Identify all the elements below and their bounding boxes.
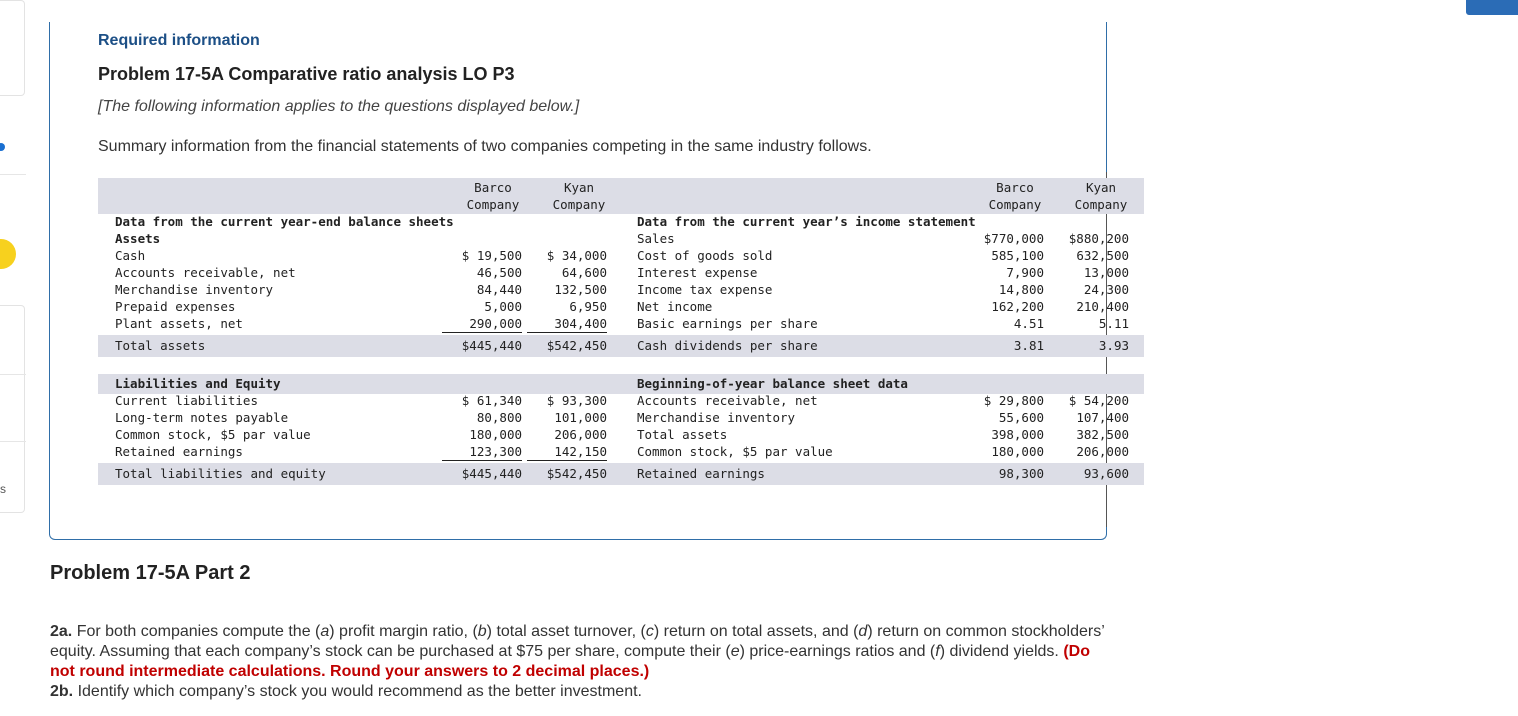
table-cell-kyan: 5.11 bbox=[1098, 316, 1129, 331]
table-total-kyan: $542,450 bbox=[546, 338, 607, 353]
q2a-text: ) dividend yields. bbox=[939, 643, 1064, 660]
table-cell-kyan: 210,400 bbox=[1076, 299, 1129, 314]
col-header-barco: Company bbox=[466, 197, 520, 212]
rail-divider bbox=[0, 374, 26, 375]
table-row-label: Total assets bbox=[637, 427, 728, 442]
table-row-label: Merchandise inventory bbox=[637, 410, 796, 425]
table-cell-kyan: 142,150 bbox=[527, 443, 607, 461]
table-cell-barco: $ 61,340 bbox=[461, 393, 522, 408]
table-cell-barco: 290,000 bbox=[442, 315, 522, 333]
table-cell-barco: 46,500 bbox=[476, 265, 522, 280]
assets-heading: Assets bbox=[115, 231, 161, 246]
table-cell-barco: 55,600 bbox=[998, 410, 1044, 425]
financial-data-table bbox=[98, 178, 1144, 502]
table-cell-kyan: 3.93 bbox=[1098, 338, 1129, 353]
q2a-text: ) profit margin ratio, ( bbox=[329, 623, 478, 640]
col-header-kyan: Company bbox=[1074, 197, 1128, 212]
part2-instructions bbox=[50, 622, 1110, 702]
q2a-text: ) return on common stockholders’ equity. Assuming that each company’s stock can be purchased at $75 per share, compute their ( bbox=[50, 623, 1105, 660]
q2a-letter: d bbox=[858, 623, 868, 640]
q2a-letter: a bbox=[320, 623, 330, 640]
rail-indicator-dot bbox=[0, 143, 5, 151]
table-cell-barco: 84,440 bbox=[476, 282, 522, 297]
table-row-label: Retained earnings bbox=[115, 444, 243, 459]
table-row-label: Prepaid expenses bbox=[115, 299, 236, 314]
col-header-kyan: Kyan bbox=[563, 180, 595, 195]
table-cell-barco: 14,800 bbox=[998, 282, 1044, 297]
table-cell-kyan: 13,000 bbox=[1083, 265, 1129, 280]
table-row-label: Long-term notes payable bbox=[115, 410, 289, 425]
table-row-label: Net income bbox=[637, 299, 713, 314]
q2a-letter: b bbox=[477, 623, 487, 640]
table-row-label: Common stock, $5 par value bbox=[115, 427, 311, 442]
q2a-text: ) return on total assets, and ( bbox=[653, 623, 859, 640]
part2-title: Problem 17-5A Part 2 bbox=[50, 562, 251, 584]
table-cell-barco: 4.51 bbox=[1013, 316, 1044, 331]
table-cell-barco: 162,200 bbox=[991, 299, 1044, 314]
rail-flag-dot[interactable] bbox=[0, 239, 16, 269]
table-total-label: Total assets bbox=[115, 338, 206, 353]
table-cell-barco: 80,800 bbox=[476, 410, 522, 425]
table-cell-barco: 585,100 bbox=[991, 248, 1044, 263]
q2a-text: For both companies compute the ( bbox=[72, 623, 321, 640]
table-cell-barco: 398,000 bbox=[991, 427, 1044, 442]
q2a-label: 2a. bbox=[50, 623, 73, 640]
q2a-letter: f bbox=[935, 643, 940, 660]
beginning-section-title: Beginning-of-year balance sheet data bbox=[637, 376, 908, 391]
col-header-barco: Barco bbox=[996, 180, 1034, 195]
table-cell-kyan: 93,600 bbox=[1083, 466, 1129, 481]
table-cell-kyan: 206,000 bbox=[1076, 444, 1129, 459]
top-right-button[interactable] bbox=[1466, 0, 1518, 15]
col-header-barco: Barco bbox=[474, 180, 512, 195]
table-cell-barco: 7,900 bbox=[1006, 265, 1044, 280]
table-cell-kyan: $880,200 bbox=[1068, 231, 1129, 246]
table-cell-kyan: 107,400 bbox=[1076, 410, 1129, 425]
rail-divider bbox=[0, 174, 26, 175]
q2a-letter: c bbox=[645, 623, 654, 640]
q2a-letter: e bbox=[730, 643, 740, 660]
col-header-kyan: Kyan bbox=[1085, 180, 1117, 195]
rail-letter: s bbox=[0, 482, 6, 496]
table-row-label: Interest expense bbox=[637, 265, 758, 280]
table-total-barco: $445,440 bbox=[461, 338, 522, 353]
table-row-label: Cash bbox=[115, 248, 146, 263]
table-row-label: Basic earnings per share bbox=[637, 316, 818, 331]
q2b-text: Identify which company’s stock you would recommend as the better investment. bbox=[73, 683, 642, 700]
table-cell-kyan: 6,950 bbox=[569, 299, 607, 314]
balance-section-title: Data from the current year-end balance sheets bbox=[115, 214, 454, 229]
table-cell-kyan: 101,000 bbox=[554, 410, 607, 425]
col-header-kyan: Company bbox=[552, 197, 606, 212]
problem-title: Problem 17-5A Comparative ratio analysis LO P3 bbox=[98, 64, 515, 84]
table-cell-barco: 98,300 bbox=[998, 466, 1044, 481]
table-cell-kyan: 64,600 bbox=[561, 265, 607, 280]
rail-divider bbox=[0, 441, 26, 442]
table-row-label: Plant assets, net bbox=[115, 316, 243, 331]
table-total-kyan: $542,450 bbox=[546, 466, 607, 481]
table-row-label: Cash dividends per share bbox=[637, 338, 818, 353]
table-row-label: Merchandise inventory bbox=[115, 282, 274, 297]
table-cell-barco: $ 29,800 bbox=[983, 393, 1044, 408]
table-cell-kyan: $ 93,300 bbox=[546, 393, 607, 408]
table-cell-barco: $770,000 bbox=[983, 231, 1044, 246]
table-cell-barco: 3.81 bbox=[1013, 338, 1044, 353]
table-cell-barco: 5,000 bbox=[484, 299, 522, 314]
table-cell-barco: 180,000 bbox=[991, 444, 1044, 459]
q2a-text: ) total asset turnover, ( bbox=[486, 623, 646, 640]
table-cell-kyan: $ 34,000 bbox=[546, 248, 607, 263]
table-cell-barco: 123,300 bbox=[442, 443, 522, 461]
table-row-label: Sales bbox=[637, 231, 675, 246]
col-header-barco: Company bbox=[988, 197, 1042, 212]
table-row-label: Income tax expense bbox=[637, 282, 773, 297]
table-row-label: Accounts receivable, net bbox=[637, 393, 818, 408]
table-cell-barco: $ 19,500 bbox=[461, 248, 522, 263]
table-cell-kyan: 382,500 bbox=[1076, 427, 1129, 442]
table-cell-kyan: $ 54,200 bbox=[1068, 393, 1129, 408]
summary-text: Summary information from the financial statements of two companies competing in the same industry follows. bbox=[98, 138, 872, 155]
table-total-barco: $445,440 bbox=[461, 466, 522, 481]
table-total-label: Total liabilities and equity bbox=[115, 466, 326, 481]
table-cell-barco: 180,000 bbox=[469, 427, 522, 442]
table-cell-kyan: 24,300 bbox=[1083, 282, 1129, 297]
table-cell-kyan: 304,400 bbox=[527, 315, 607, 333]
table-cell-kyan: 632,500 bbox=[1076, 248, 1129, 263]
q2a-rounding-note: (Do not round intermediate calculations. Round your answers to 2 decimal places.) bbox=[50, 643, 1090, 680]
q2b-label: 2b. bbox=[50, 683, 74, 700]
table-row-label: Current liabilities bbox=[115, 393, 258, 408]
table-cell-kyan: 206,000 bbox=[554, 427, 607, 442]
table-row-label: Common stock, $5 par value bbox=[637, 444, 833, 459]
table-row-label: Retained earnings bbox=[637, 466, 765, 481]
rail-card-1[interactable] bbox=[0, 0, 25, 96]
table-row-label: Cost of goods sold bbox=[637, 248, 773, 263]
required-information-label: Required information bbox=[98, 32, 260, 49]
income-section-title: Data from the current year’s income statement bbox=[637, 214, 976, 229]
table-cell-kyan: 132,500 bbox=[554, 282, 607, 297]
liabilities-heading: Liabilities and Equity bbox=[115, 376, 281, 391]
following-note: [The following information applies to the questions displayed below.] bbox=[98, 98, 580, 115]
q2a-text: ) price-earnings ratios and ( bbox=[739, 643, 936, 660]
table-row-label: Accounts receivable, net bbox=[115, 265, 296, 280]
